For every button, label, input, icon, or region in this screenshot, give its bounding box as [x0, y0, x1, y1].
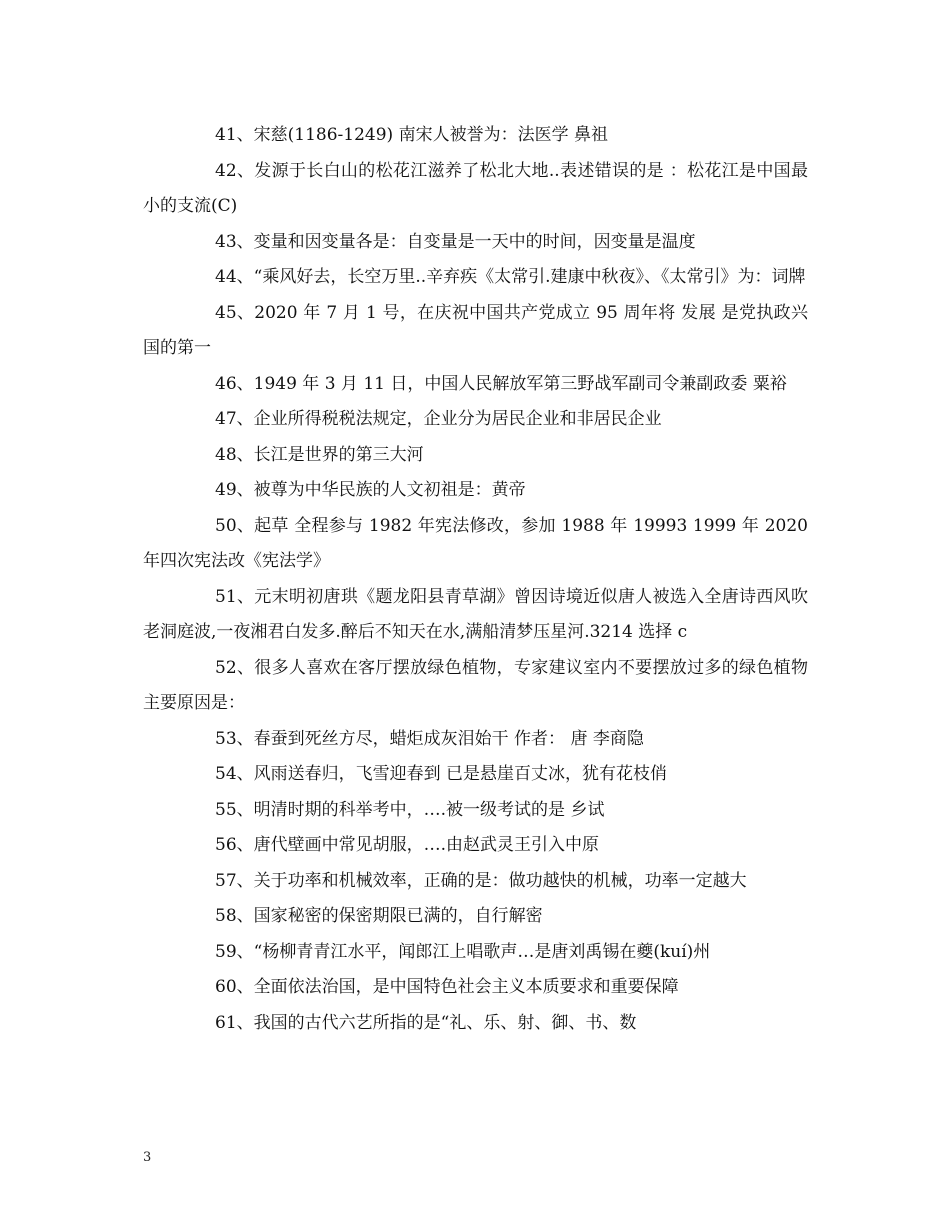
- question-item: 41、宋慈(1186-1249) 南宋人被誉为：法医学 鼻祖: [215, 125, 608, 145]
- question-item: 55、明清时期的科举考中，….被一级考试的是 乡试: [215, 799, 605, 820]
- question-item: 48、长江是世界的第三大河: [215, 444, 424, 465]
- question-item: 53、春蚕到死丝方尽，蜡炬成灰泪始干 作者： 唐 李商隐: [215, 728, 644, 749]
- question-item: 49、被尊为中华民族的人文初祖是：黄帝: [215, 480, 526, 500]
- question-item: 46、1949 年 3 月 11 日，中国人民解放军第三野战军副司令兼副政委 粟裕: [215, 373, 787, 394]
- question-item: 57、关于功率和机械效率，正确的是：做功越快的机械，功率一定越大: [215, 870, 747, 891]
- question-item: 58、国家秘密的保密期限已满的，自行解密: [215, 906, 543, 926]
- question-item: 42、发源于长白山的松花江滋养了松北大地..表述错误的是 ：松花江是中国最小的支流(C): [143, 160, 808, 216]
- question-item: 52、很多人喜欢在客厅摆放绿色植物，专家建议室内不要摆放过多的绿色植物主要原因是：: [143, 657, 808, 713]
- question-item: 47、企业所得税税法规定，企业分为居民企业和非居民企业: [215, 409, 662, 429]
- question-item: 50、起草 全程参与 1982 年宪法修改，参加 1988 年 19993 1999 年 2020 年四次宪法改《宪法学》: [143, 515, 808, 571]
- question-item: 43、变量和因变量各是：自变量是一天中的时间，因变量是温度: [215, 231, 696, 252]
- question-item: 60、全面依法治国，是中国特色社会主义本质要求和重要保障: [215, 977, 679, 997]
- question-item: 56、唐代壁画中常见胡服，….由赵武灵王引入中原: [215, 835, 600, 855]
- page-number: 3: [143, 1150, 152, 1165]
- question-item: 45、2020 年 7 月 1 号，在庆祝中国共产党成立 95 周年将 发展 是党执政兴国的第一: [143, 302, 808, 358]
- document-body: [143, 118, 808, 1041]
- question-item: 44、“乘风好去，长空万里..辛弃疾《太常引.建康中秋夜》、《太常引》为：词牌: [215, 267, 806, 287]
- question-item: 61、我国的古代六艺所指的是“礼、乐、射、御、书、数: [215, 1012, 637, 1033]
- question-item: 51、元末明初唐珙《题龙阳县青草湖》曾因诗境近似唐人被选入全唐诗西风吹老洞庭波,一夜湘君白发多.醉后不知天在水,满船清梦压星河.3214 选择 c: [143, 586, 808, 642]
- question-item: 59、“杨柳青青江水平，闻郎江上唱歌声…是唐刘禹锡在夔(kuí)州: [215, 941, 711, 962]
- question-item: 54、风雨送春归，飞雪迎春到 已是悬崖百丈冰，犹有花枝俏: [215, 764, 668, 784]
